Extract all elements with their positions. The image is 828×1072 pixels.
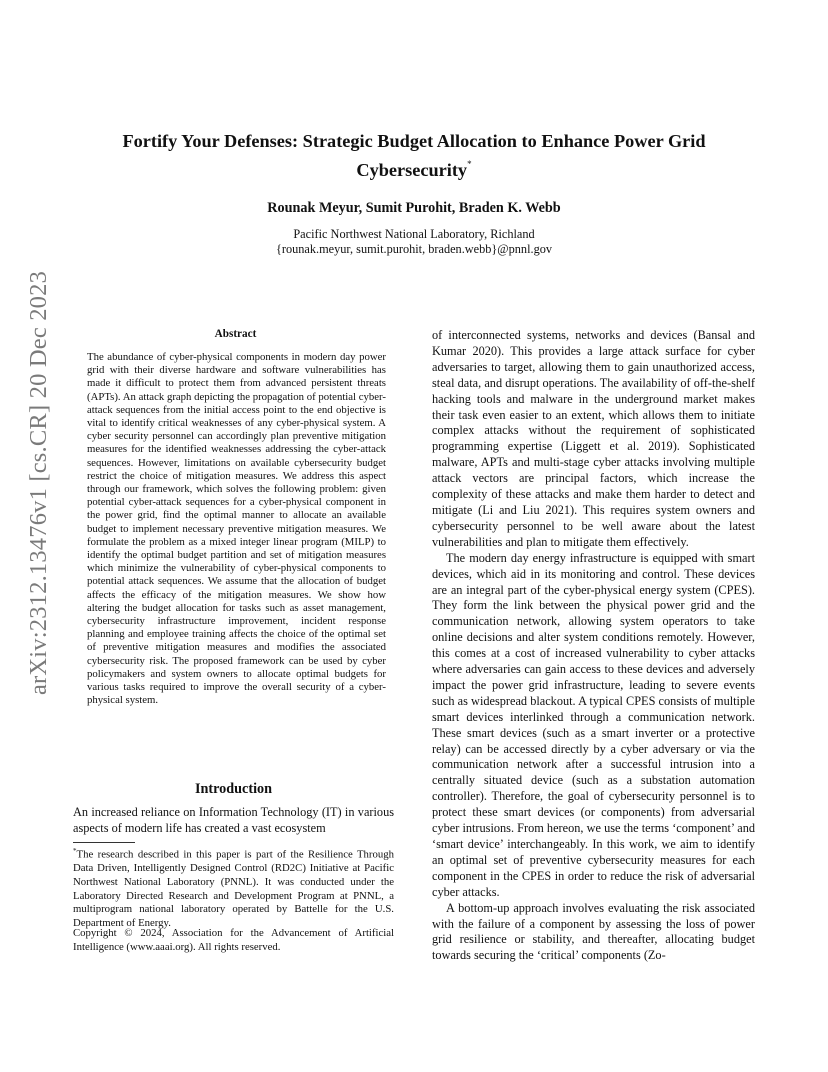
footnote-mark: * [73,847,77,855]
right-paragraph-1: of interconnected systems, networks and devices (Bansal and Kumar 2020). This provides a large attack surface for cyber adversaries to target, allowing them to gain unauthorized access, steal data, and disrupt operations. The availability of off-the-shelf hacking tools and malware in the underground market makes their task even easier to an extent, which allows them to initiate complex attacks without the requirement of sophisticated programming expertise (Liggett et al. 2019). Sophisticated malware, APTs and multi-stage cyber attacks involving multiple attack vectors are principal factors, which increase the complexity of these attacks and make them harder to detect and mitigate (Li and Liu 2021). This requires system owners and cybersecurity personnel to be well aware about the latest vulnerabilities and plan to mitigate them effectively. [432,328,755,549]
introduction-heading: Introduction [195,781,272,797]
footnote-divider [73,842,135,843]
title-footnote-mark[interactable]: * [467,159,472,169]
abstract-heading: Abstract [214,328,257,340]
right-paragraph-3: A bottom-up approach involves evaluating the risk associated with the failure of a component by assessing the loss of power grid resilience or stability, and thereafter, allocating budget towards securing the ‘critical’ components (Zo- [432,900,755,963]
arxiv-identifier-text: arXiv:2312.13476v1 [cs.CR] 20 Dec 2023 [25,270,52,696]
right-column [432,328,755,964]
copyright-notice: Copyright © 2024, Association for the Advancement of Artificial Intelligence (www.aaai.org). All rights reserved. [73,927,394,953]
paper-title [90,130,738,182]
author-emails: {rounak.meyur, sumit.purohit, braden.webb}@pnnl.gov [275,242,553,256]
footnote [73,845,394,931]
arxiv-identifier-stamp[interactable] [22,270,56,696]
abstract-text: The abundance of cyber-physical components in modern day power grid with their diverse hardware and software vulnerabilities has made it difficult to protect them from advanced persistent threats (APTs). An attack graph depicting the propagation of potential cyber-attack sequences from the initial access point to the end objective is vital to identify critical weaknesses of any cyber-physical system. A cyber security personnel can accordingly plan preventive mitigation measures for the identified weaknesses addressing the cyber-attack sequences. However, limitations on available cybersecurity budget restrict the choice of mitigation measures. We address this aspect through our framework, which solves the following problem: given potential cyber-attack sequences for a cyber-physical component in the power grid, find the optimal manner to allocate an available budget to implement necessary preventive mitigation measures. We formulate the problem as a mixed integer linear program (MILP) to identify the optimal budget partition and set of mitigation measures which minimize the vulnerability of cyber-physical components to potential attack sequences. We assume that the allocation of budget affects the efficacy of the mitigation measures. We show how altering the budget allocation for tasks such as asset management, cybersecurity infrastructure improvement, incident response planning and employee training affects the choice of the optimal set of preventive mitigation measures and modifies the associated cybersecurity risk. The proposed framework can be used by cyber policymakers and system owners to allocate optimal budgets for various tasks required to improve the overall security of a cyber-physical system. [87,351,386,707]
affiliation: Pacific Northwest National Laboratory, Richland [293,227,535,241]
footnote-text: The research described in this paper is part of the Resilience Through Data Driven, Intelligently Designed Control (RD2C) Initiative at Pacific Northwest National Laboratory (PNNL). It was conducted under the Laboratory Directed Research and Development Program at PNNL, a multiprogram national laboratory operated by Battelle for the U.S. Department of Energy. [73,848,394,930]
author-list: Rounak Meyur, Sumit Purohit, Braden K. Webb [267,200,561,216]
introduction-text: An increased reliance on Information Technology (IT) in various aspects of modern life has created a vast ecosystem [73,805,394,835]
affiliation-block [100,227,728,257]
right-paragraph-2: The modern day energy infrastructure is equipped with smart devices, which aid in its monitoring and control. These devices are an integral part of the cyber-physical energy system (CPES). They form the link between the physical power grid and the communication network, allowing system operators to take online decisions and alter system conditions remotely. However, this comes at a cost of increased vulnerability to cyber attacks where adversaries can gain access to these devices and adversely impact the power grid infrastructure, leading to severe events such as widespread blackout. A typical CPES consists of multiple smart devices interlinked through a communication network. These smart devices (such as a smart inverter or a protective relay) can be accessed directly by a cyber adversary or via the communication network after a successful intrusion into a centrally situated device (such as a substation automation controller). Therefore, the goal of cybersecurity personnel is to protect these smart devices (or components) from adversarial cyber intrusions. From hereon, we use the terms ‘component’ and ‘smart device’ interchangeably. In this work, we aim to identify an optimal set of preventive cybersecurity measures for each component in the CPES in order to reduce the risk of adversarial cyber attacks. [432,550,755,899]
paper-title-text: Fortify Your Defenses: Strategic Budget Allocation to Enhance Power Grid Cybersecurity [122,131,706,180]
